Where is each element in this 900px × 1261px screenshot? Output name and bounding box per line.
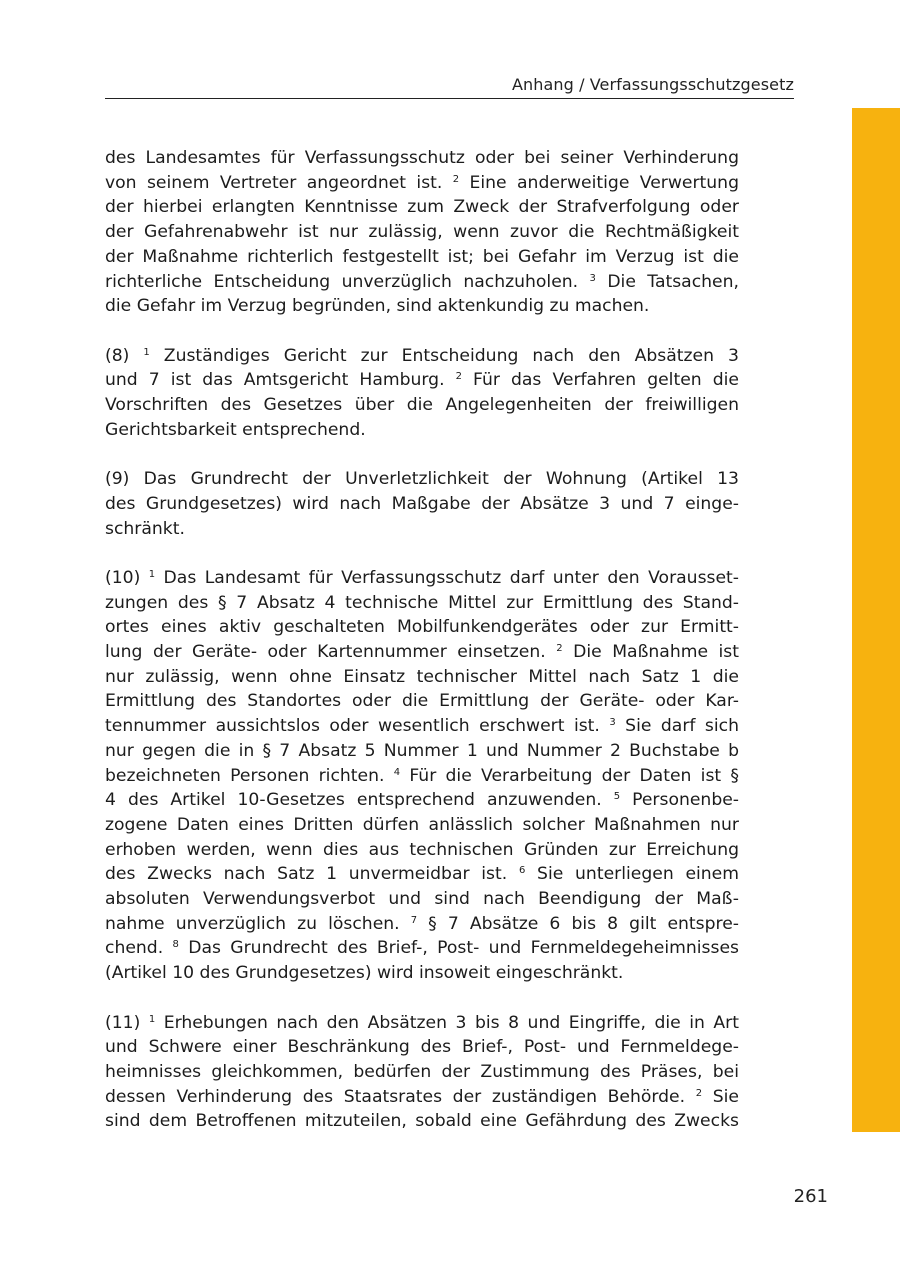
text-run: (9) Das Grundrecht der Unverletzlichkeit der Wohnung (Artikel 13	[105, 469, 739, 490]
sentence-number: 8	[172, 939, 179, 951]
text-run: des Landesamtes für Verfassungsschutz oder bei seiner Verhinderung	[105, 148, 739, 168]
text-run: Sie	[702, 1086, 739, 1107]
header-rule	[105, 98, 794, 99]
paragraph	[105, 467, 739, 541]
text-run: der hierbei erlangten Kenntnisse zum Zweck der Strafverfolgung oder	[105, 197, 739, 218]
text-line	[105, 665, 739, 690]
paragraph	[105, 344, 739, 443]
sentence-number: 3	[609, 717, 616, 729]
text-run: und Schwere einer Beschränkung des Brief-, Post- und Fernmeldege-	[105, 1037, 739, 1058]
text-run: zungen des § 7 Absatz 4 technische Mittel zur Ermittlung des Stand-	[105, 592, 739, 613]
sentence-number: 4	[393, 766, 401, 778]
text-run: Die Tatsachen,	[595, 271, 739, 292]
text-line	[105, 146, 739, 171]
text-run: heimnisses gleichkommen, bedürfen der Zustimmung des Präses, bei	[105, 1061, 739, 1082]
text-run: zogene Daten eines Dritten dürfen anlässlich solcher Maßnahmen nur	[105, 814, 739, 835]
text-line	[105, 788, 739, 813]
sentence-number: 3	[589, 272, 596, 284]
text-line	[105, 862, 739, 887]
paragraph	[105, 146, 739, 319]
text-run: 4 des Artikel 10-Gesetzes entsprechend anzuwenden.	[105, 790, 614, 811]
text-run: dessen Verhinderung des Staatsrates der zuständigen Behörde.	[105, 1086, 696, 1107]
text-line	[105, 936, 739, 961]
sentence-number: 1	[148, 568, 156, 580]
text-run: erhoben werden, wenn dies aus technischen Gründen zur Erreichung	[105, 839, 739, 860]
text-line	[105, 689, 739, 714]
text-run: lung der Geräte- oder Kartennummer einsetzen.	[105, 642, 557, 663]
text-run: chend.	[105, 938, 173, 959]
text-run: des Grundgesetzes) wird nach Maßgabe der Absätze 3 und 7 einge-	[105, 493, 739, 514]
text-run: Das Grundrecht des Brief-, Post- und Fernmeldegeheimnisses	[178, 938, 739, 959]
text-run: Eine anderweitige Verwertung	[459, 172, 739, 193]
text-run: des Zwecks nach Satz 1 unvermeidbar ist.	[105, 864, 519, 885]
text-line	[105, 418, 739, 443]
paragraph	[105, 1011, 739, 1135]
text-run: Das Landesamt für Verfassungsschutz darf unter den Vorausset-	[155, 567, 739, 588]
text-line	[105, 517, 739, 542]
text-line	[105, 1060, 739, 1085]
page-number: 261	[793, 1186, 828, 1207]
text-run: sind dem Betroffenen mitzuteilen, sobald eine Gefährdung des Zwecks	[105, 1111, 739, 1132]
text-run: Für das Verfahren gelten die	[461, 370, 739, 391]
text-line	[105, 467, 739, 492]
running-header: Anhang / Verfassungsschutzgesetz	[511, 75, 794, 94]
text-line	[105, 838, 739, 863]
text-run: Gerichtsbarkeit entsprechend.	[105, 419, 366, 440]
text-run: absoluten Verwendungsverbot und sind nach Beendigung der Maß-	[105, 889, 739, 910]
text-line	[105, 912, 739, 937]
sentence-number: 2	[455, 371, 462, 383]
text-line	[105, 195, 739, 220]
text-line	[105, 591, 739, 616]
text-run: richterliche Entscheidung unverzüglich nachzuholen.	[105, 271, 590, 292]
text-run: (8)	[105, 345, 144, 366]
text-run: die Gefahr im Verzug begründen, sind aktenkundig zu machen.	[105, 296, 650, 317]
text-run: Die Maßnahme ist	[562, 642, 739, 663]
text-line	[105, 294, 739, 319]
side-tab-marker	[852, 108, 900, 1132]
text-run: Erhebungen nach den Absätzen 3 bis 8 und Eingriffe, die in Art	[155, 1012, 739, 1033]
text-line	[105, 1035, 739, 1060]
text-line	[105, 171, 739, 196]
text-run: Ermittlung des Standortes oder die Ermittlung der Geräte- oder Kar-	[105, 691, 739, 712]
text-line	[105, 739, 739, 764]
text-line	[105, 344, 739, 369]
text-run: (10)	[105, 567, 149, 588]
text-run: ortes eines aktiv geschalteten Mobilfunkendgerätes oder zur Ermitt-	[105, 617, 739, 638]
sentence-number: 2	[695, 1087, 703, 1099]
text-run: Sie darf sich	[615, 716, 739, 737]
text-line	[105, 566, 739, 591]
text-run: der Maßnahme richterlich festgestellt ist; bei Gefahr im Verzug ist die	[105, 246, 739, 267]
sentence-number: 1	[143, 346, 150, 358]
text-line	[105, 813, 739, 838]
text-line	[105, 1011, 739, 1036]
text-run: Für die Verarbeitung der Daten ist §	[400, 765, 739, 786]
text-run: der Gefahrenabwehr ist nur zulässig, wenn zuvor die Rechtmäßigkeit	[105, 222, 739, 243]
text-line	[105, 764, 739, 789]
text-run: § 7 Absätze 6 bis 8 gilt entspre-	[417, 913, 739, 934]
text-run: Zuständiges Gericht zur Entscheidung nach den Absätzen 3	[149, 345, 739, 366]
text-line	[105, 1109, 739, 1134]
text-run: Sie unterliegen einem	[525, 864, 739, 885]
text-run: tennummer aussichtslos oder wesentlich erschwert ist.	[105, 716, 610, 737]
text-line	[105, 615, 739, 640]
text-line	[105, 714, 739, 739]
text-run: (Artikel 10 des Grundgesetzes) wird insoweit eingeschränkt.	[105, 963, 624, 984]
text-line	[105, 492, 739, 517]
body-text	[105, 146, 739, 1134]
text-line	[105, 270, 739, 295]
text-line	[105, 887, 739, 912]
text-run: nur zulässig, wenn ohne Einsatz technischer Mittel nach Satz 1 die	[105, 666, 739, 687]
text-run: schränkt.	[105, 518, 185, 539]
text-run: nahme unverzüglich zu löschen.	[105, 913, 411, 934]
paragraph	[105, 566, 739, 986]
text-line	[105, 220, 739, 245]
sentence-number: 1	[148, 1013, 156, 1025]
text-line	[105, 1085, 739, 1110]
text-run: von seinem Vertreter angeordnet ist.	[105, 172, 453, 193]
text-line	[105, 368, 739, 393]
text-line	[105, 640, 739, 665]
text-run: Personenbe-	[620, 790, 740, 811]
text-run: und 7 ist das Amtsgericht Hamburg.	[105, 370, 456, 391]
sentence-number: 2	[556, 643, 563, 655]
text-run: nur gegen die in § 7 Absatz 5 Nummer 1 und Nummer 2 Buchstabe b	[105, 740, 739, 761]
text-run: bezeichneten Personen richten.	[105, 765, 394, 786]
sentence-number: 5	[613, 791, 621, 803]
text-line	[105, 961, 739, 986]
text-run: Vorschriften des Gesetzes über die Angelegenheiten der freiwilligen	[105, 395, 739, 416]
text-line	[105, 245, 739, 270]
text-run: (11)	[105, 1012, 149, 1033]
sentence-number: 2	[452, 173, 460, 185]
sentence-number: 6	[518, 865, 526, 877]
text-line	[105, 393, 739, 418]
sentence-number: 7	[410, 914, 418, 926]
